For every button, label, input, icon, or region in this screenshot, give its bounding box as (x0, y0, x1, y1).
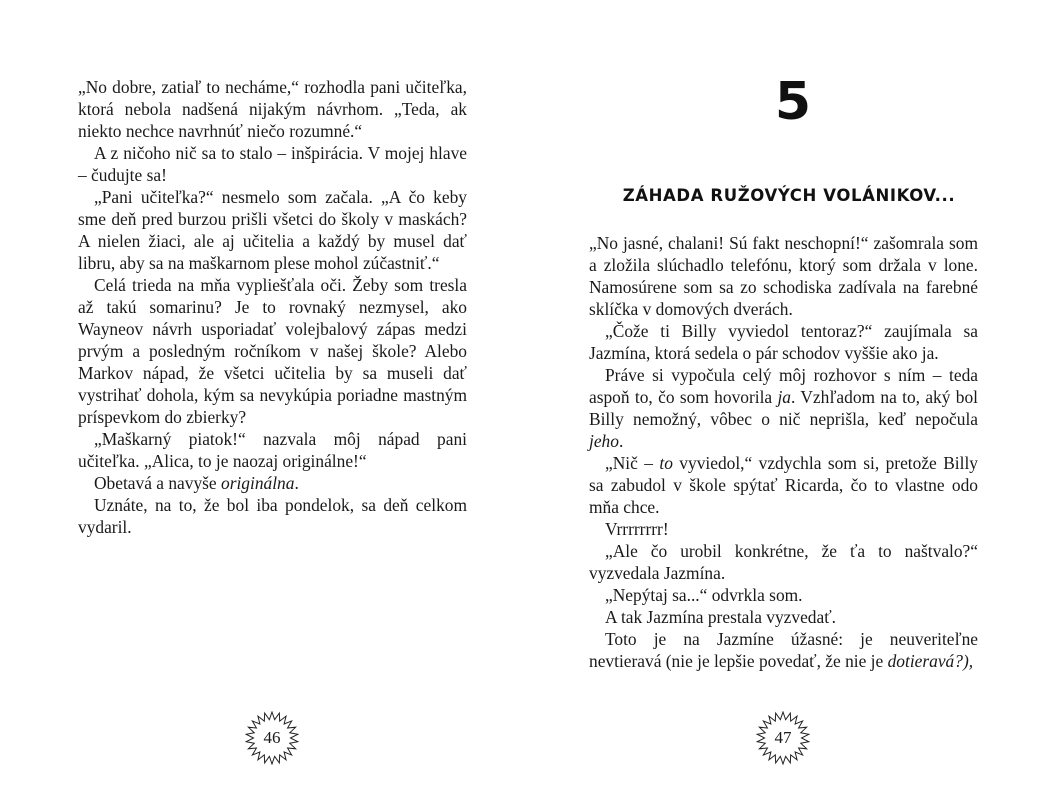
text-run: . (294, 473, 299, 493)
paragraph: „No jasné, chalani! Sú fakt neschopní!“ zašomrala som a zložila slúchadlo telefónu, ktorý som držala v lone. Namosúrene som sa zo schodiska zadívala na farebné sklíčka v domových dverách. (589, 233, 978, 319)
paragraph: „Nepýtaj sa...“ odvrkla som. (605, 585, 803, 605)
page-number: 46 (263, 728, 281, 747)
paragraph: „Ale čo urobil konkrétne, že ťa to naštvalo?“ vyzvedala Jazmína. (589, 541, 978, 583)
paragraph (589, 364, 978, 452)
paragraph: A tak Jazmína prestala vyzvedať. (605, 607, 837, 627)
page-number-badge (756, 711, 810, 765)
paragraph: „Pani učiteľka?“ nesmelo som začala. „A čo keby sme deň pred burzou prišli všetci do školy v maskách? A nielen žiaci, ale aj učitelia a každý by musel dať libru, aby sa na maškarnom plese mohol zúčastniť.“ (78, 187, 467, 273)
left-page-text (78, 76, 467, 538)
chapter-number: 5 (774, 72, 812, 132)
italic-text: ja (777, 387, 791, 407)
chapter-title: ZÁHADA RUŽOVÝCH VOLÁNIKOV... (622, 186, 956, 205)
italic-text: to (659, 453, 673, 473)
left-page (0, 0, 527, 800)
text-run: Práve si vypočula celý môj rozhovor s ním – teda aspoň to, čo som hovorila (589, 365, 978, 407)
italic-text: jeho (589, 431, 619, 451)
page-number: 47 (774, 728, 792, 747)
text-run: . (618, 431, 624, 451)
paragraph: Uznáte, na to, že bol iba pondelok, sa deň celkom vydaril. (78, 495, 467, 537)
paragraph: „Maškarný piatok!“ nazvala môj nápad pani učiteľka. „Alica, to je naozaj originálne!“ (78, 429, 467, 471)
text-run: vyviedol,“ vzdychla som si, pretože Billy sa zabudol v škole spýtať Ricarda, čo to vlastne odo mňa chce. (589, 453, 978, 517)
paragraph (78, 472, 467, 494)
text-run: . Vzhľadom na to, aký bol Billy nemožný, vôbec o nič neprišla, keď nepočula (589, 387, 978, 429)
paragraph: A z ničoho nič sa to stalo – inšpirácia. V mojej hlave – čudujte sa! (78, 143, 467, 185)
italic-text: dotieravá?), (887, 651, 974, 671)
page-number-badge (245, 711, 299, 765)
paragraph: „Čože ti Billy vyviedol tentoraz?“ zaujímala sa Jazmína, ktorá sedela o pár schodov vyššie ako ja. (589, 321, 978, 363)
text-run: Obetavá a navyše (94, 473, 221, 493)
paragraph: Vrrrrrrrr! (605, 519, 669, 539)
paragraph: „No dobre, zatiaľ to necháme,“ rozhodla pani učiteľka, ktorá nebola nadšená nijakým návrhom. „Teda, ak niekto nechce navrhnúť niečo rozumné.“ (78, 77, 467, 141)
paragraph: Celá trieda na mňa vypliešťala oči. Žeby som tresla až takú somarinu? Je to rovnaký nezmysel, ako Wayneov návrh usporiadať volejbalový zápas medzi prvým a posledným ročníkom v našej škole? Alebo Markov nápad, že všetci učitelia by sa museli dať vystrihať dohola, kým sa nevykúpia poriadne mastným príspevkom do zbierky? (78, 275, 467, 427)
italic-text: originálna (221, 473, 295, 493)
paragraph (589, 452, 978, 518)
text-run: „Nič – (605, 453, 660, 473)
text-run: Toto je na Jazmíne úžasné: je neuveriteľne nevtieravá (nie je lepšie povedať, že nie je (589, 629, 978, 671)
paragraph (589, 628, 978, 672)
right-page (527, 0, 1055, 800)
right-page-text (589, 232, 978, 672)
